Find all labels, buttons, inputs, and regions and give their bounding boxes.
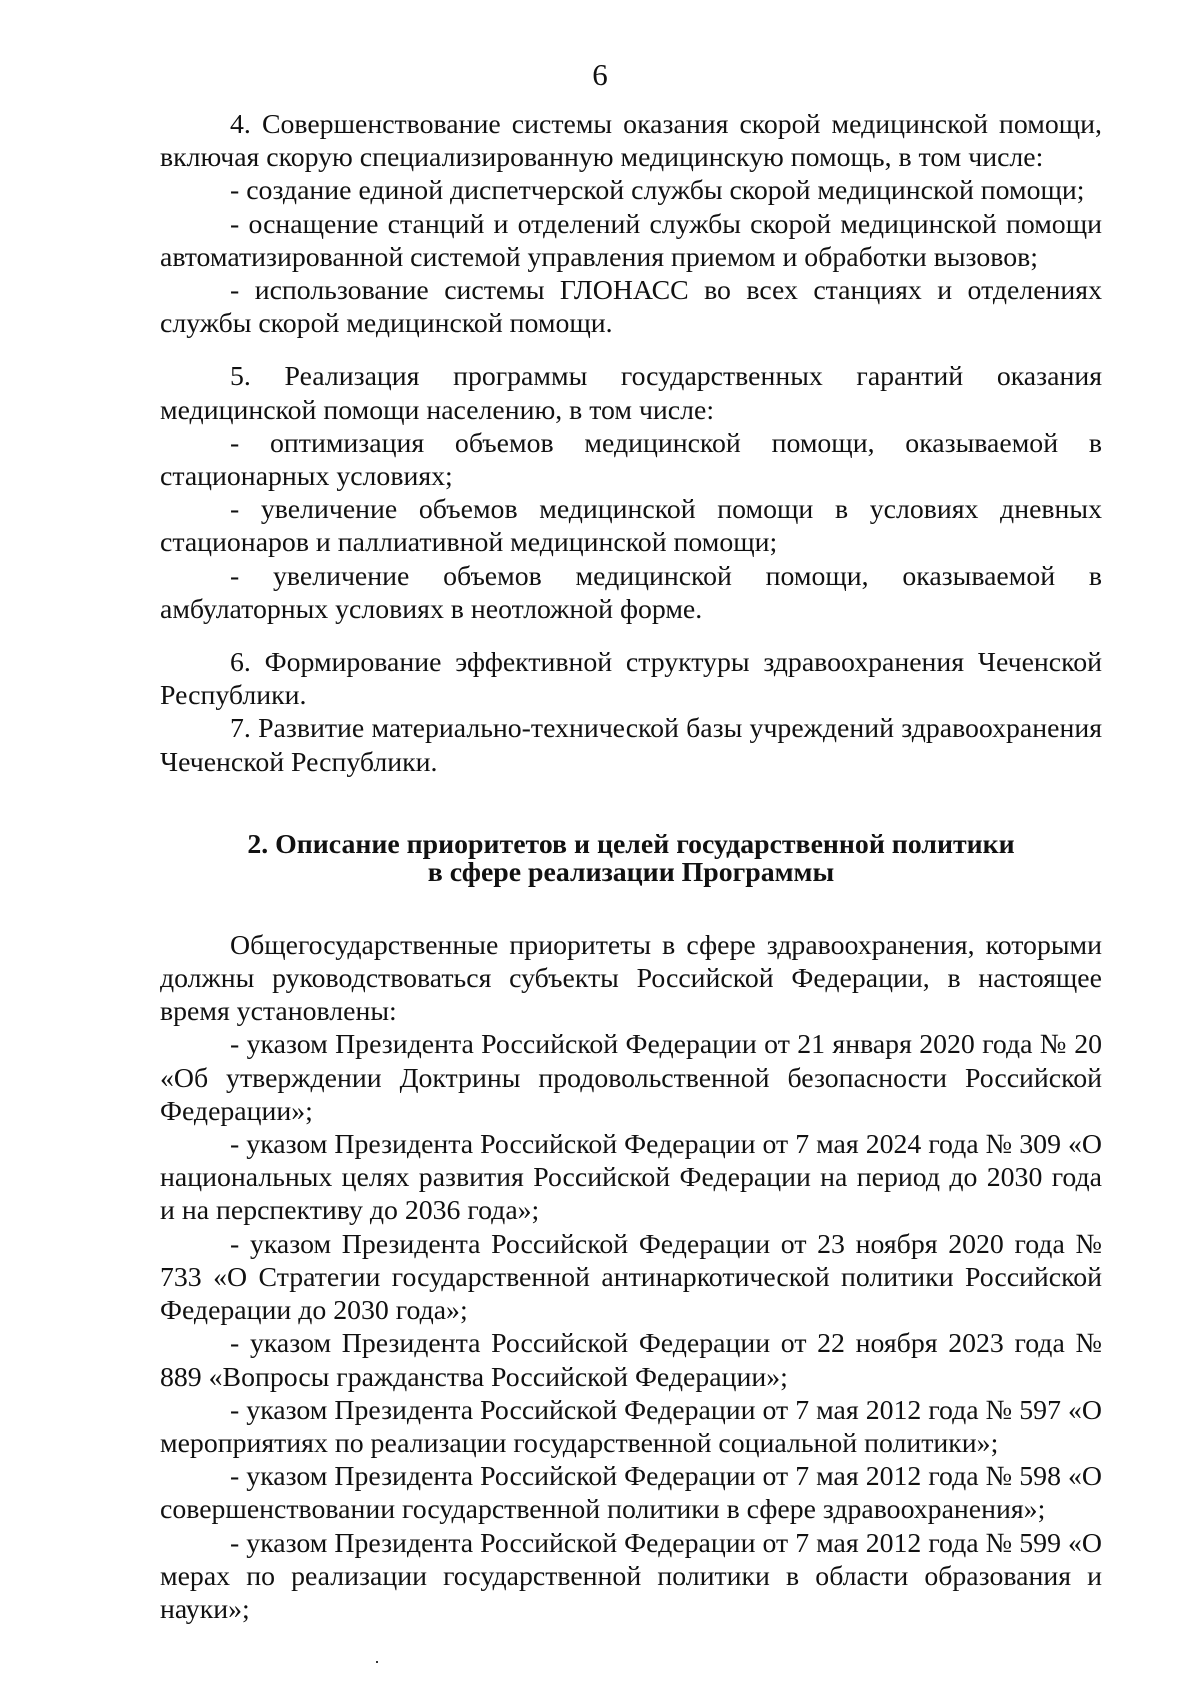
paragraph-bullet: - увеличение объемов медицинской помощи в условиях дневных стационаров и паллиативной медицинской помощи; [160, 494, 1102, 559]
paragraph-bullet: - увеличение объемов медицинской помощи, оказываемой в амбулаторных условиях в неотложной форме. [160, 560, 1102, 625]
decree-item: - указом Президента Российской Федерации от 7 мая 2012 года № 598 «О совершенствовании государственной политики в сфере здравоохранения»; [160, 1461, 1102, 1526]
decree-item: - указом Президента Российской Федерации от 7 мая 2024 года № 309 «О национальных целях развития Российской Федерации на период до 2030 года и на перспективу до 2036 года»; [160, 1129, 1102, 1227]
paragraph-bullet: - оптимизация объемов медицинской помощи, оказываемой в стационарных условиях; [160, 427, 1102, 493]
paragraph-bullet: - создание единой диспетчерской службы скорой медицинской помощи; [230, 175, 1085, 207]
section-heading-line-2: в сфере реализации Программы [427, 856, 835, 888]
paragraph-item-4: 4. Совершенствование системы оказания скорой медицинской помощи, включая скорую специализированную медицинскую помощь, в том числе: [160, 109, 1102, 174]
paragraph-item-6: 6. Формирование эффективной структуры здравоохранения Чеченской Республики. [160, 647, 1102, 712]
paragraph-bullet: - использование системы ГЛОНАСС во всех станциях и отделениях службы скорой медицинской помощи. [160, 275, 1102, 340]
paragraph-intro: Общегосударственные приоритеты в сфере здравоохранения, которыми должны руководствоваться субъекты Российской Федерации, в настоящее время установлены: [160, 929, 1102, 1028]
scan-dot [376, 1661, 378, 1663]
paragraph-item-7: 7. Развитие материально-технической базы учреждений здравоохранения Чеченской Республики. [160, 713, 1102, 778]
decree-item: - указом Президента Российской Федерации от 21 января 2020 года № 20 «Об утверждении Доктрины продовольственной безопасности Российской Федерации»; [160, 1029, 1102, 1127]
decree-item: - указом Президента Российской Федерации от 7 мая 2012 года № 599 «О мерах по реализации государственной политики в области образования и науки»; [160, 1527, 1102, 1625]
decree-item: - указом Президента Российской Федерации от 7 мая 2012 года № 597 «О мероприятиях по реализации государственной социальной политики»; [160, 1394, 1102, 1459]
decree-item: - указом Президента Российской Федерации от 22 ноября 2023 года № 889 «Вопросы гражданства Российской Федерации»; [160, 1328, 1102, 1393]
page-number: 6 [592, 57, 608, 92]
paragraph-bullet: - оснащение станций и отделений службы скорой медицинской помощи автоматизированной системой управления приемом и обработки вызовов; [160, 208, 1102, 273]
paragraph-item-5: 5. Реализация программы государственных гарантий оказания медицинской помощи населению, в том числе: [160, 361, 1102, 426]
section-heading-line-1: 2. Описание приоритетов и целей государственной политики [247, 828, 1015, 860]
document-body [160, 108, 1102, 1626]
section-heading [160, 828, 1102, 888]
decree-item: - указом Президента Российской Федерации от 23 ноября 2020 года № 733 «О Стратегии государственной антинаркотической политики Российской Федерации до 2030 года»; [160, 1228, 1102, 1327]
